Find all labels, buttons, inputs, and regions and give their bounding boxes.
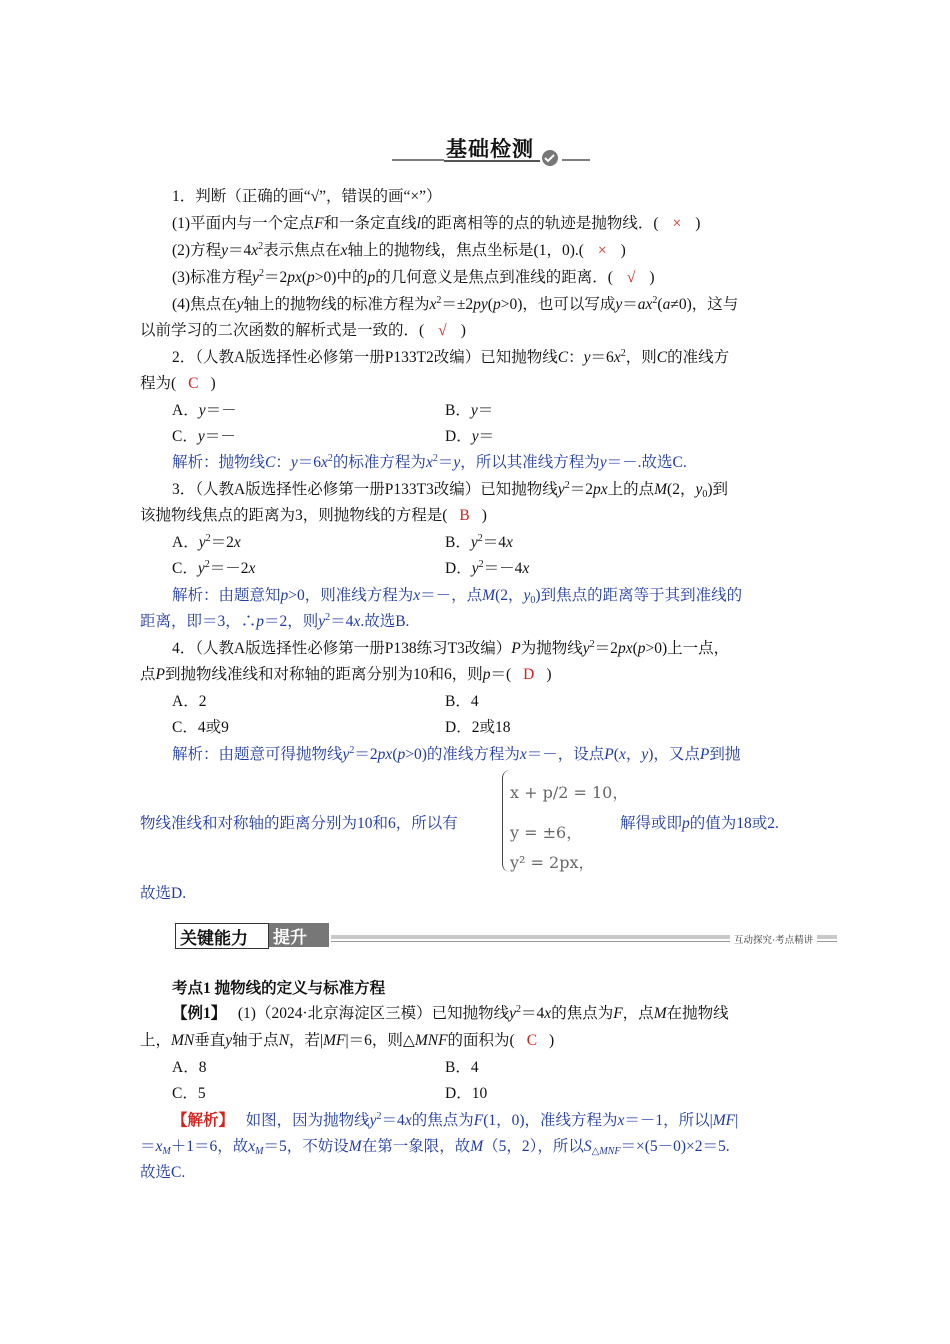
q4-stem: 4．（人教A版选择性必修第一册P138练习T3改编）P为抛物线$y^2=2px(p>0)$上一点， (172, 639, 730, 657)
q3-option-d: D．$y^2=-4x$ (445, 559, 530, 577)
q4-solution-2: 物线准线和对称轴的距离分别为10和6，所以有 (140, 815, 458, 832)
q1-item-3: (3)标准方程$y^2=2px(p>0)$中的p的几何意义是焦点到准线的距离．( √ ) (172, 268, 655, 286)
example-1-stem-cont: 上，MN垂直y轴于点N，若|MF|＝6，则△MNF的面积为( C ) (140, 1032, 555, 1049)
ex1-option-a: A．8 (172, 1059, 207, 1076)
q4-option-a: A．2 (172, 693, 207, 710)
ex1-option-c: C．5 (172, 1085, 206, 1102)
title-underline (392, 145, 592, 167)
q4-solution-2b: 解得或即p的值为18或2. (620, 815, 779, 832)
q4-stem-cont: 点P到抛物线准线和对称轴的距离分别为10和6，则p＝( D ) (140, 666, 552, 683)
banner-tag: 提升 (273, 928, 307, 948)
equation-1: x + p/2 = 10， (510, 783, 629, 802)
example-1-stem: 【例1】 (1)（2024·北京海淀区三模）已知抛物线$y^2=4x$的焦点为F，点M在抛物线 (172, 1004, 729, 1022)
q3-option-b: B．$y^2=4x$ (445, 533, 513, 551)
q4-solution-3: 故选D. (140, 885, 187, 902)
equation-system (502, 770, 629, 872)
q3-solution-1: 解析：由题意知p>0，则准线方程为x＝－，点M(2，$y_0$)到焦点的距离等于其到准线的 (172, 587, 743, 606)
q3-option-c: C．$y^2=-2x$ (172, 559, 256, 577)
q3-stem: 3．（人教A版选择性必修第一册P133T3改编）已知抛物线$y^2=2px$上的点M(2，$y_0$)到 (172, 480, 729, 500)
section-title: 基础检测 (446, 137, 534, 161)
q1-answer-3: √ (626, 269, 636, 286)
q1-head: 1．判断（正确的画“√”，错误的画“×”） (172, 188, 442, 205)
equation-2: y = ±6， (510, 823, 583, 842)
ex1-solution-3: 故选C. (140, 1164, 186, 1181)
q3-option-a: A．$y^2=2x$ (172, 533, 241, 551)
q4-option-b: B．4 (445, 693, 479, 710)
equation-3: y² = 2px， (510, 853, 595, 872)
ex1-option-b: B．4 (445, 1059, 479, 1076)
q4-solution-1: 解析：由题意可得抛物线$y^2=2px(p>0)$的准线方程为x＝－，设点P(x，y)，又点P到抛 (172, 745, 741, 763)
q1-item-2: (2)方程$y=4x^2$表示焦点在x轴上的抛物线，焦点坐标是(1，0).( × ) (172, 241, 626, 259)
key-ability-banner (175, 921, 838, 949)
q1-item-4: (4)焦点在y轴上的抛物线的标准方程为$x^2=\pm 2py(p>0)$，也可以写成$y=ax^2(a\ne 0)$，这与 (172, 295, 739, 313)
q4-option-d: D．2或18 (445, 719, 511, 736)
q1-answer-4: √ (438, 322, 447, 339)
q2-stem: 2．（人教A版选择性必修第一册P133T2改编）已知抛物线C：$y=6x^2$，则C的准线方 (172, 348, 730, 366)
topic-heading: 考点1 抛物线的定义与标准方程 (172, 980, 386, 997)
banner-title: 关键能力 (180, 929, 248, 949)
q2-stem-cont: 程为( C ) (140, 375, 216, 392)
q1-answer-2: × (597, 242, 607, 259)
q1-item-1: (1)平面内与一个定点F和一条定直线l的距离相等的点的轨迹是抛物线．( × ) (172, 215, 701, 232)
q1-item-4-cont: 以前学习的二次函数的解析式是一致的．( √ ) (140, 322, 466, 339)
q4-option-c: C．4或9 (172, 719, 229, 736)
example-1-answer: C (526, 1032, 538, 1049)
q4-answer: D (523, 666, 535, 683)
banner-subtitle: 互动探究·考点精讲 (730, 932, 817, 946)
q2-option-b: B．y＝ (445, 402, 494, 419)
q2-solution: 解析：抛物线C：$y=6x^2$的标准方程为$x^2=y$，所以其准线方程为y＝－.故选C. (172, 453, 687, 471)
q2-option-d: D．y＝ (445, 428, 495, 445)
q3-solution-2: 距离，即＝3，∴p＝2，则$y^2=4x$.故选B. (140, 612, 410, 630)
ex1-solution-1: 【解析】 如图，因为抛物线$y^2=4x$的焦点为F(1，0)，准线方程为x＝－1，所以|MF| (172, 1111, 739, 1129)
q3-stem-cont: 该抛物线焦点的距离为3，则抛物线的方程是( B ) (140, 507, 487, 524)
ex1-option-d: D．10 (445, 1085, 488, 1102)
q3-answer: B (459, 507, 470, 524)
q1-answer-1: × (672, 215, 682, 232)
q2-option-a: A．y＝－ (172, 402, 237, 419)
q2-answer: C (188, 375, 199, 392)
ex1-solution-2: $=x_M+1=6$，故$x_M=5$，不妨设M在第一象限，故M（5，2），所以$S_{\triangle MNF}=\times(5-0)\times 2=5$. (140, 1138, 730, 1157)
q2-option-c: C．y＝－ (172, 428, 236, 445)
